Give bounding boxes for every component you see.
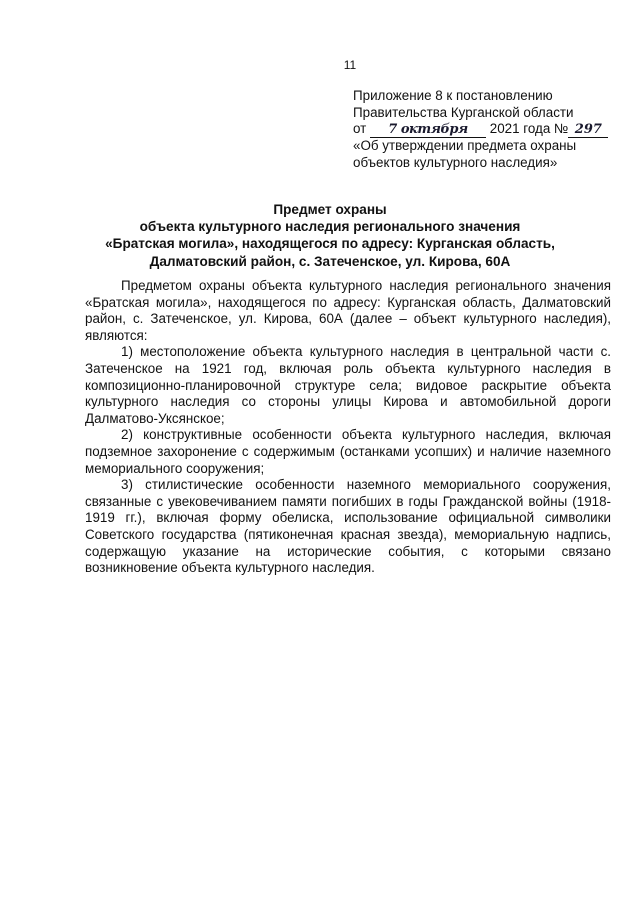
appendix-line-4: «Об утверждении предмета охраны xyxy=(353,138,577,154)
intro-paragraph: Предметом охраны объекта культурного наследия регионального значения «Братская могила», находящегося по адресу: Курганская область, Далматовский район, с. Затеченское, ул. Кирова, 60А (далее – объект культурного наследия), являются: xyxy=(85,278,611,343)
title-line-3: «Братская могила», находящегося по адресу: Курганская область, xyxy=(105,236,555,252)
appendix-year: 2021 года № xyxy=(489,121,569,137)
appendix-line-1: Приложение 8 к постановлению xyxy=(353,88,553,103)
title-line-1: Предмет охраны xyxy=(273,202,387,217)
handwritten-number: 297 xyxy=(568,123,608,138)
list-item-3: 3) стилистические особенности наземного мемориального сооружения, связанные с увековечиванием памяти погибших в годы Гражданской войны (1918-1919 гг.), включая форму обелиска, использование официальной символики Советского государства (пятиконечная красная звезда), мемориальную надпись, содержащую указание на исторические события, с которыми связано возникновение объекта культурного наследия. xyxy=(85,477,611,576)
appendix-line-2: Правительства Курганской области xyxy=(353,104,574,120)
appendix-header xyxy=(353,88,623,171)
document-body xyxy=(85,278,611,577)
list-item-2: 2) конструктивные особенности объекта культурного наследия, включая подземное захоронение с содержимым (останками усопших) и наличие наземного мемориального сооружения; xyxy=(85,427,611,476)
page-number: 11 xyxy=(343,58,357,72)
appendix-date-prefix: от xyxy=(353,121,367,137)
list-item-1: 1) местоположение объекта культурного наследия в центральной части с. Затеченское на 1921 год, включая роль объекта культурного наследия в композиционно-планировочной структуре села; видовое раскрытие объекта культурного наследия со стороны улицы Кирова и автомобильной дороги Далматово-Уксянское; xyxy=(85,344,611,426)
document-title xyxy=(80,201,580,270)
appendix-line-5: объектов культурного наследия» xyxy=(353,154,558,170)
appendix-line-3 xyxy=(353,121,623,138)
title-line-4: Далматовский район, с. Затеченское, ул. Кирова, 60А xyxy=(149,253,511,269)
handwritten-date: 7 октября xyxy=(370,123,486,138)
title-line-2: объекта культурного наследия регионального значения xyxy=(139,219,521,235)
